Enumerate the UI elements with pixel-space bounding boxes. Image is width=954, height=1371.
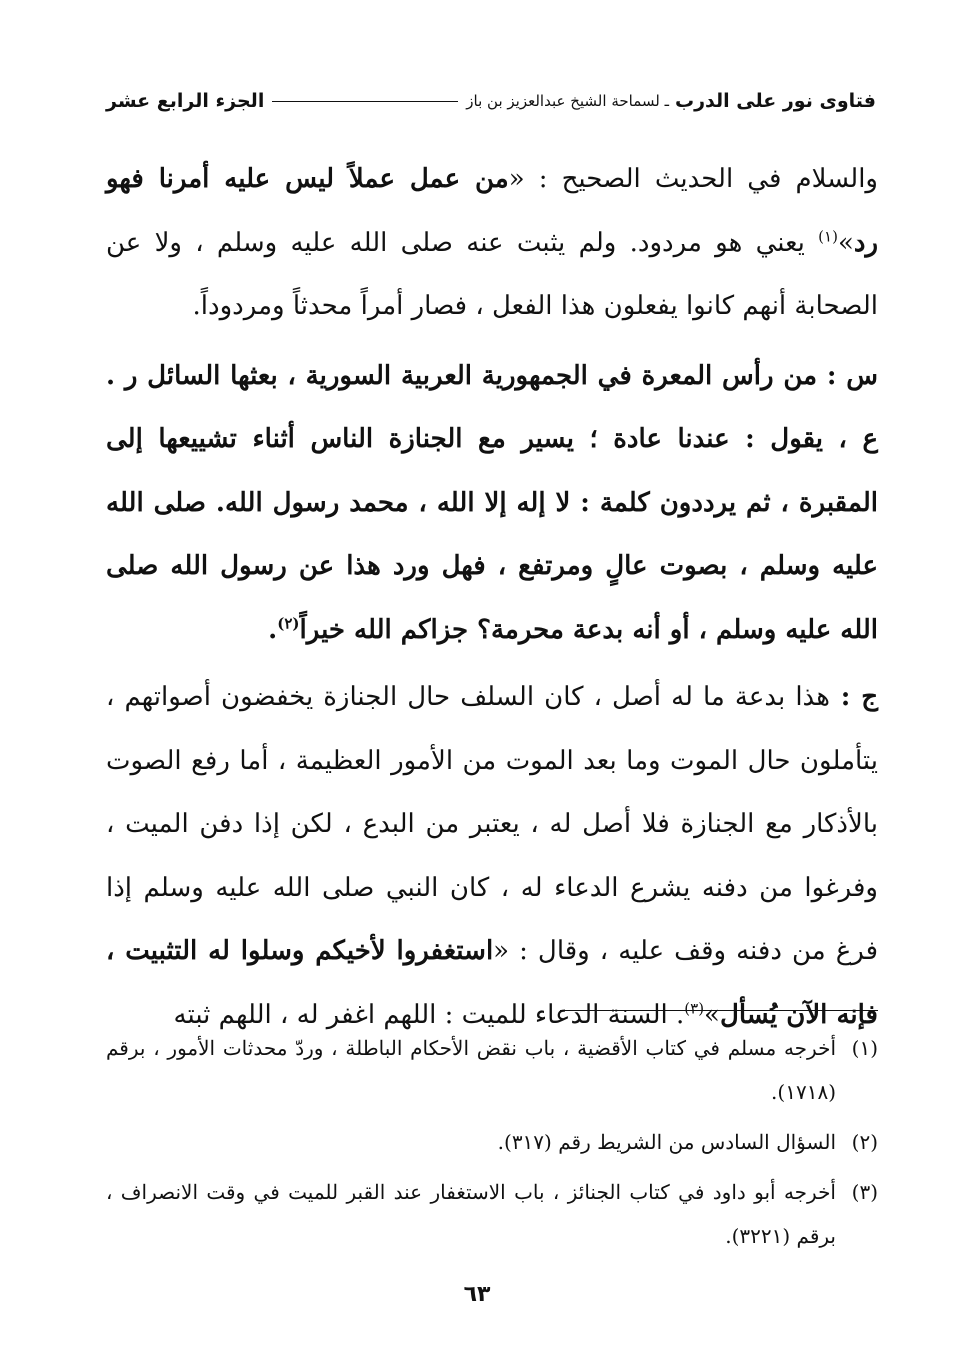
main-text <box>106 148 878 1047</box>
footnote-item <box>106 1170 878 1258</box>
footnote-text: السؤال السادس من الشريط رقم (٣١٧). <box>497 1130 836 1154</box>
footnote-item <box>106 1026 878 1114</box>
book-title: فتاوى نور على الدرب <box>675 90 876 112</box>
intro-text-1: والسلام في الحديث الصحيح : « <box>508 164 878 194</box>
answer-quote-close: » <box>704 999 720 1030</box>
footnote-ref-3[interactable]: (٣) <box>684 998 705 1017</box>
author-subtitle: ـ لسماحة الشيخ عبدالعزيز بن باز <box>466 92 669 110</box>
question-paragraph <box>106 345 878 663</box>
footnote-number: (٢) <box>851 1130 878 1154</box>
intro-text-2: يعني هو مردود. ولم يثبت عنه صلى الله عليه وسلم ، ولا عن الصحابة أنهم كانوا يفعلون هذا الفعل ، فصار أمراً محدثاً ومردوداً. <box>106 227 878 321</box>
footnote-item <box>106 1120 878 1164</box>
volume-part: الجزء الرابع عشر <box>106 90 265 112</box>
footnote-text: أخرجه مسلم في كتاب الأقضية ، باب نقض الأحكام الباطلة ، وردّ محدثات الأمور ، برقم (١٧١٨). <box>106 1036 836 1104</box>
question-label: س : <box>817 360 878 391</box>
footnote-ref-1[interactable]: (١) <box>818 226 838 245</box>
answer-text-2: . السنة الدعاء للميت : اللهم اغفر له ، اللهم ثبته <box>173 999 685 1030</box>
footnotes <box>106 1026 878 1264</box>
footnote-number: (٣) <box>851 1180 878 1204</box>
answer-hadith-quote: استغفروا لأخيكم وسلوا له التثبيت ، فإنه الآن يُسأل <box>106 936 878 1030</box>
quote-close: » <box>837 227 854 258</box>
answer-label: ج : <box>829 682 879 712</box>
footnote-ref-2[interactable]: (٢) <box>277 613 300 632</box>
question-text: من رأس المعرة في الجمهورية العربية السورية ، بعثها السائل ر . ع ، يقول : عندنا عادة ؛ يسير مع الجنازة الناس أثناء تشييعها إلى المقبرة ، ثم يرددون كلمة : لا إله إلا الله ، محمد رسول الله. صلى الله عليه وسلم ، بصوت عالٍ ومرتفع ، فهل ورد هذا عن رسول الله صلى الله عليه وسلم ، أو أنه بدعة محرمة؟ جزاكم الله خيراً <box>106 360 879 645</box>
answer-paragraph <box>106 666 878 1047</box>
hadith-quote: من عمل عملاً ليس عليه أمرنا فهو رد <box>106 164 878 258</box>
footnote-number: (١) <box>851 1036 878 1060</box>
page-number: ٦٣ <box>463 1282 491 1307</box>
footnote-text: أخرجه أبو داود في كتاب الجنائز ، باب الاستغفار عند القبر للميت في وقت الانصراف ، برقم (٣٢٢١). <box>106 1180 836 1248</box>
header-rule <box>272 101 458 102</box>
intro-paragraph <box>106 148 878 339</box>
answer-text-1: هذا بدعة ما له أصل ، كان السلف حال الجنازة يخفضون أصواتهم ، يتأملون حال الموت وما بعد الموت من الأمور العظيمة ، أما رفع الصوت بالأذكار مع الجنازة فلا أصل له ، يعتبر من البدع ، لكن إذا دفن الميت ، وفرغوا من دفنه يشرع الدعاء له ، كان النبي صلى الله عليه وسلم إذا فرغ من دفنه وقف عليه ، وقال : « <box>106 682 878 966</box>
running-header <box>106 82 876 120</box>
question-end: . <box>268 614 278 645</box>
footnote-separator <box>560 1010 878 1011</box>
